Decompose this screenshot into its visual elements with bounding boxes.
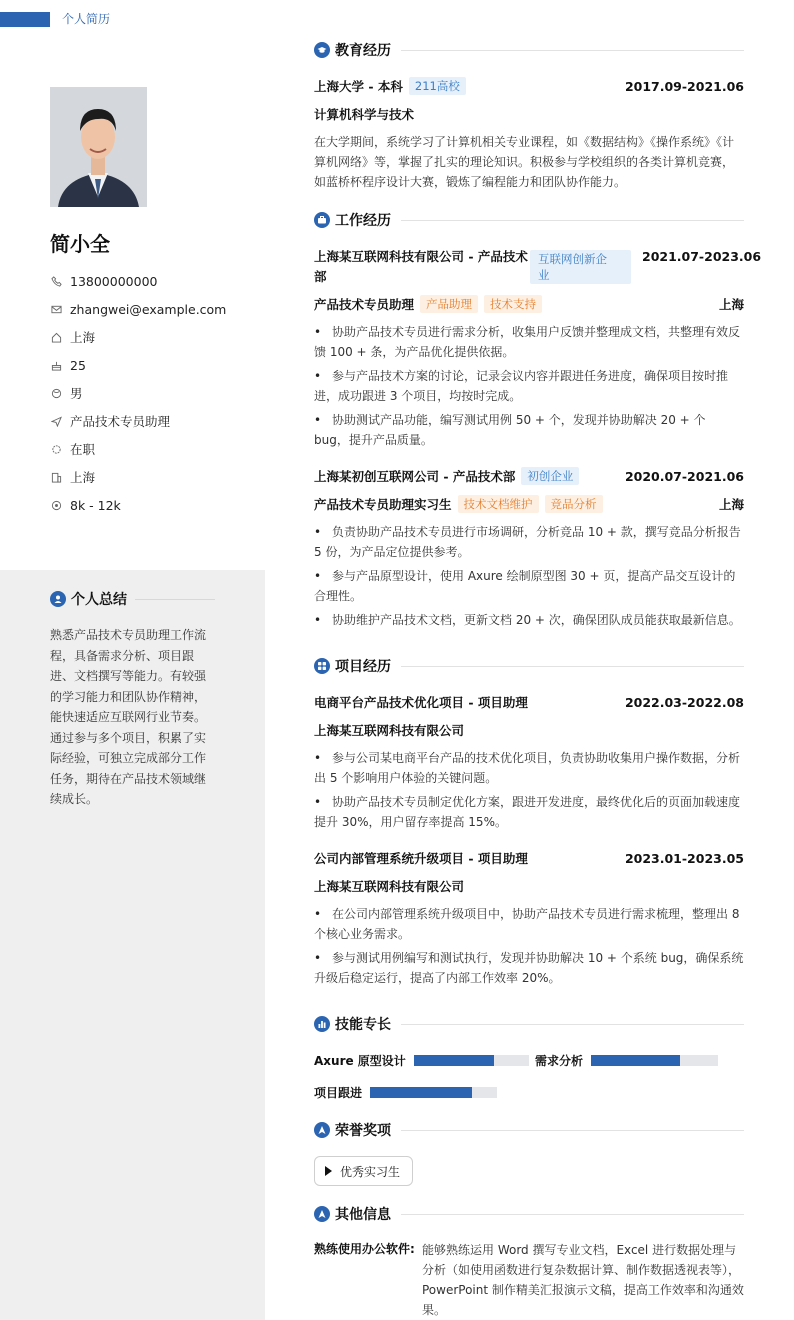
resume-header-title: 个人简历 xyxy=(62,12,111,26)
home-icon xyxy=(50,331,62,343)
avatar-photo xyxy=(50,87,147,207)
job-tag: 竞品分析 xyxy=(545,495,603,513)
skill-level-bar xyxy=(414,1055,529,1066)
project-bullets xyxy=(314,904,744,992)
job-bullets xyxy=(314,522,744,634)
job-date: 2021.07-2023.06 xyxy=(642,249,762,264)
project-company: 上海某互联网科技有限公司 xyxy=(314,879,465,894)
project-row xyxy=(314,849,744,867)
award-item xyxy=(314,1156,413,1186)
work-section-header xyxy=(314,211,744,229)
projects-section-header xyxy=(314,657,744,675)
gender-icon xyxy=(50,387,62,399)
job-bullets xyxy=(314,322,744,454)
project-bullets xyxy=(314,748,744,836)
summary-section-header xyxy=(50,589,215,609)
briefcase-icon xyxy=(314,212,330,228)
job-company-tag: 初创企业 xyxy=(521,467,579,485)
job-position-row xyxy=(314,295,744,313)
grid-icon xyxy=(314,658,330,674)
education-major-row xyxy=(314,105,744,123)
building-icon xyxy=(50,471,62,483)
status-icon xyxy=(50,443,62,455)
other-title: 其他信息 xyxy=(335,1207,391,1223)
cake-icon xyxy=(50,359,62,371)
skills-section-header xyxy=(314,1015,744,1033)
project-company-row xyxy=(314,721,744,739)
education-section-header xyxy=(314,41,744,59)
education-school: 上海大学 - 本科 xyxy=(314,79,403,94)
divider xyxy=(135,599,215,600)
job-position: 产品技术专员助理实习生 xyxy=(314,497,452,512)
graduation-cap-icon xyxy=(314,42,330,58)
divider xyxy=(401,1130,744,1131)
other-text: 能够熟练运用 Word 撰写专业文档，Excel 进行数据处理与分析（如使用函数进行复杂数据计算、制作数据透视表等），PowerPoint 制作精美汇报演示文稿，提高工作效率和沟通效果。 xyxy=(422,1243,744,1317)
list-item: • 在公司内部管理系统升级项目中，协助产品技术专员进行需求梳理，整理出 8 个核心业务需求。 xyxy=(314,904,744,944)
skill-name: Axure 原型设计 xyxy=(314,1054,406,1068)
other-section-header xyxy=(314,1205,744,1223)
project-date: 2022.03-2022.08 xyxy=(624,694,744,710)
education-date: 2017.09-2021.06 xyxy=(624,78,744,94)
play-triangle-icon xyxy=(325,1166,332,1176)
project-row xyxy=(314,693,744,711)
job-date: 2020.07-2021.06 xyxy=(624,468,744,484)
left-sidebar xyxy=(0,0,265,1320)
projects-title: 项目经历 xyxy=(335,659,391,675)
project-date: 2023.01-2023.05 xyxy=(624,850,744,866)
job-row xyxy=(314,467,744,485)
info-position: 产品技术专员助理 xyxy=(50,407,226,435)
project-company-row xyxy=(314,877,744,895)
list-item: • 协助产品技术专员制定优化方案，跟进开发进度，最终优化后的页面加载速度提升 30%，用户留存率提高 15%。 xyxy=(314,792,744,832)
list-item: • 协助产品技术专员进行需求分析，收集用户反馈并整理成文档，共整理有效反馈 100 + 条，为产品优化提供依据。 xyxy=(314,322,744,362)
awards-section-header xyxy=(314,1121,744,1139)
project-name: 电商平台产品技术优化项目 - 项目助理 xyxy=(314,695,528,710)
info-phone: 13800000000 xyxy=(50,267,226,295)
salary-icon xyxy=(50,499,62,511)
user-icon xyxy=(50,591,66,607)
divider xyxy=(401,1214,744,1215)
info-gender: 男 xyxy=(50,379,226,407)
education-title: 教育经历 xyxy=(335,43,391,59)
work-title: 工作经历 xyxy=(335,213,391,229)
list-item: • 参与公司某电商平台产品的技术优化项目，负责协助收集用户操作数据，分析出 5 个影响用户体验的关键问题。 xyxy=(314,748,744,788)
skills-title: 技能专长 xyxy=(335,1017,391,1033)
info-icon xyxy=(314,1206,330,1222)
job-city: 上海 xyxy=(718,297,744,312)
job-position: 产品技术专员助理 xyxy=(314,297,415,312)
mail-icon xyxy=(50,303,62,315)
list-item: • 参与产品原型设计，使用 Axure 绘制原型图 30 + 页，提高产品交互设计的合理性。 xyxy=(314,566,744,606)
summary-text: 熟悉产品技术专员助理工作流程，具备需求分析、项目跟进、文档撰写等能力。有较强的学习能力和团队协作精神，能快速适应互联网行业节奏。通过参与多个项目，积累了实际经验，可独立完成部分工作任务，期待在产品技术领域继续成长。 xyxy=(50,628,207,806)
divider xyxy=(401,50,744,51)
divider xyxy=(401,1024,744,1025)
job-company: 上海某互联网科技有限公司 - 产品技术 部 xyxy=(314,249,528,284)
award-label: 优秀实习生 xyxy=(340,1164,401,1179)
skill-name: 项目跟进 xyxy=(314,1086,363,1100)
job-tag: 技术文档维护 xyxy=(458,495,539,513)
job-position-row xyxy=(314,495,744,513)
info-status: 在职 xyxy=(50,435,226,463)
list-item: • 协助维护产品技术文档，更新文档 20 + 次，确保团队成员能获取最新信息。 xyxy=(314,610,744,630)
profile-info-list xyxy=(50,267,226,519)
education-description: 在大学期间，系统学习了计算机相关专业课程，如《数据结构》《操作系统》《计算机网络》等，掌握了扎实的理论知识。积极参与学校组织的各类计算机竞赛，如蓝桥杯程序设计大赛，锻炼了编程能力和团队协作能力。 xyxy=(314,135,735,189)
info-age: 25 xyxy=(50,351,226,379)
skill-item xyxy=(314,1052,529,1069)
skill-level-bar xyxy=(591,1055,718,1066)
project-name: 公司内部管理系统升级项目 - 项目助理 xyxy=(314,851,528,866)
skill-level-fill xyxy=(370,1087,472,1098)
project-company: 上海某互联网科技有限公司 xyxy=(314,723,465,738)
phone-icon xyxy=(50,275,62,287)
job-tag: 技术支持 xyxy=(484,295,542,313)
info-salary: 8k - 12k xyxy=(50,491,226,519)
list-item: • 负责协助产品技术专员进行市场调研，分析竞品 10 + 款，撰写竞品分析报告 5 份，为产品定位提供参考。 xyxy=(314,522,744,562)
divider xyxy=(401,666,744,667)
send-icon xyxy=(50,415,62,427)
skill-level-fill xyxy=(414,1055,495,1066)
info-home: 上海 xyxy=(50,323,226,351)
skill-level-bar xyxy=(370,1087,497,1098)
bar-chart-icon xyxy=(314,1016,330,1032)
list-item: • 协助测试产品功能，编写测试用例 50 + 个，发现并协助解决 20 + 个 bug，提升产品质量。 xyxy=(314,410,744,450)
divider xyxy=(401,220,744,221)
job-tag: 产品助理 xyxy=(420,295,478,313)
info-email: zhangwei@example.com xyxy=(50,295,226,323)
skill-item xyxy=(314,1084,497,1101)
job-company: 上海某初创互联网公司 - 产品技术部 xyxy=(314,469,516,484)
award-icon xyxy=(314,1122,330,1138)
summary-title: 个人总结 xyxy=(71,592,127,608)
skill-name: 需求分析 xyxy=(535,1054,584,1068)
job-city: 上海 xyxy=(718,497,744,512)
info-city: 上海 xyxy=(50,463,226,491)
education-major: 计算机科学与技术 xyxy=(314,107,415,122)
list-item: • 参与产品技术方案的讨论，记录会议内容并跟进任务进度，确保项目按时推进，成功跟进 3 个项目，均按时完成。 xyxy=(314,366,744,406)
skill-item xyxy=(535,1052,718,1069)
skill-level-fill xyxy=(591,1055,680,1066)
profile-name: 简小全 xyxy=(50,232,110,256)
education-tag: 211高校 xyxy=(409,77,466,95)
awards-title: 荣誉奖项 xyxy=(335,1123,391,1139)
other-label: 熟练使用办公软件: xyxy=(314,1242,415,1256)
education-row xyxy=(314,77,744,95)
list-item: • 参与测试用例编写和测试执行，发现并协助解决 10 + 个系统 bug，确保系统升级后稳定运行，提高了内部工作效率 20%。 xyxy=(314,948,744,988)
avatar xyxy=(50,87,147,207)
job-company-tag: 互联网创新企 业 xyxy=(530,250,631,284)
